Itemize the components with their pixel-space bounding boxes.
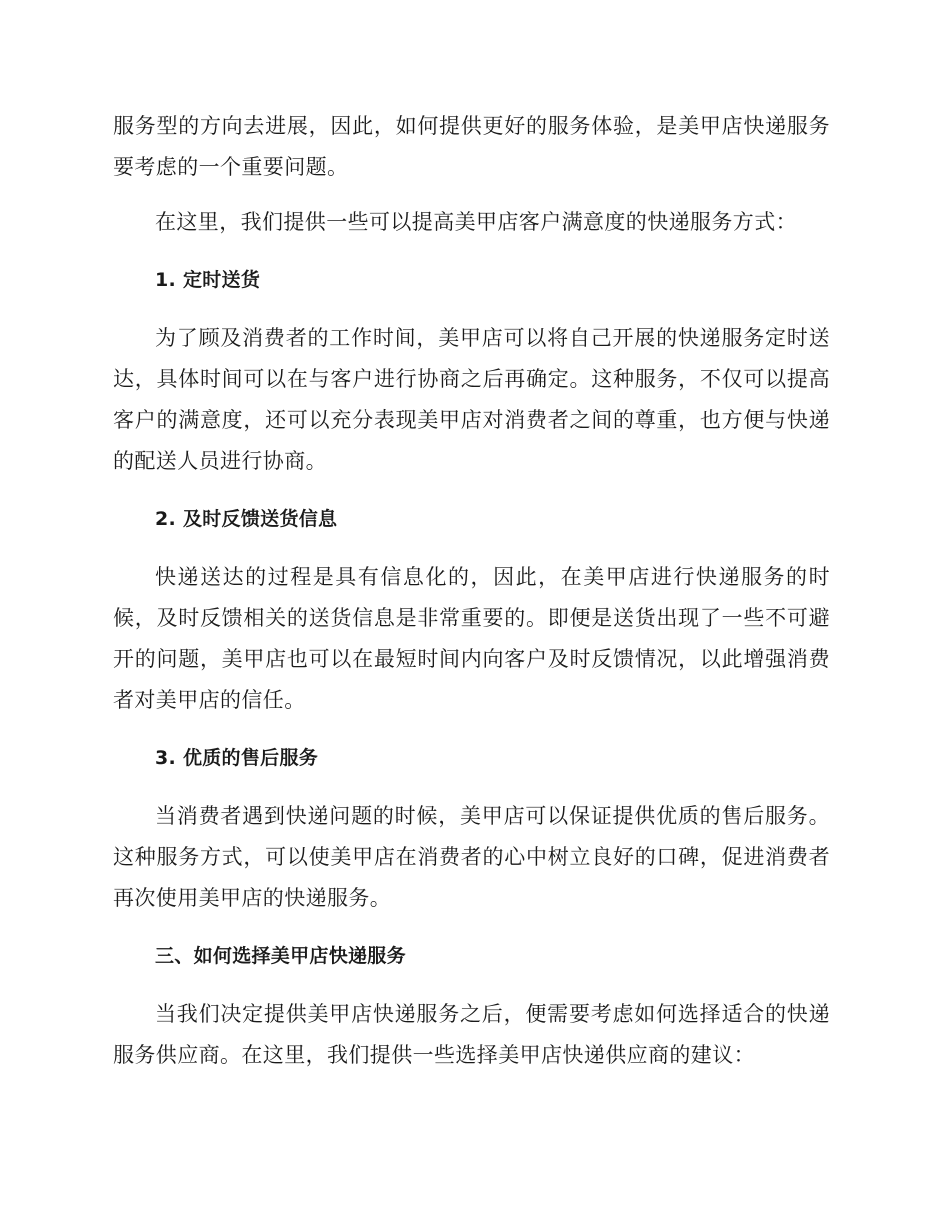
- section-heading-timely-feedback: 2. 及时反馈送货信息: [155, 508, 338, 530]
- section-body-choose-service: 当我们决定提供美甲店快递服务之后，便需要考虑如何选择适合的快递服务供应商。在这里，我们提供一些选择美甲店快递供应商的建议：: [113, 1002, 830, 1067]
- section-heading-scheduled-delivery: 1. 定时送货: [155, 269, 261, 291]
- document-page: [113, 106, 830, 1076]
- section-heading-after-sales: 3. 优质的售后服务: [155, 747, 319, 769]
- section-body-scheduled-delivery: 为了顾及消费者的工作时间，美甲店可以将自己开展的快递服务定时送达，具体时间可以在与客户进行协商之后再确定。这种服务，不仅可以提高客户的满意度，还可以充分表现美甲店对消费者之间的尊重，也方便与快递的配送人员进行协商。: [113, 326, 830, 473]
- section-heading-choose-service: 三、如何选择美甲店快递服务: [155, 945, 406, 967]
- intro-continuation-paragraph: 服务型的方向去进展，因此，如何提供更好的服务体验，是美甲店快递服务要考虑的一个重要问题。: [113, 114, 830, 179]
- section-body-timely-feedback: 快递送达的过程是具有信息化的，因此，在美甲店进行快递服务的时候，及时反馈相关的送货信息是非常重要的。即便是送货出现了一些不可避开的问题，美甲店也可以在最短时间内向客户及时反馈情况，以此增强消费者对美甲店的信任。: [113, 565, 830, 712]
- section-body-after-sales: 当消费者遇到快递问题的时候，美甲店可以保证提供优质的售后服务。这种服务方式，可以使美甲店在消费者的心中树立良好的口碑，促进消费者再次使用美甲店的快递服务。: [113, 804, 830, 910]
- intro-lead-paragraph: 在这里，我们提供一些可以提高美甲店客户满意度的快递服务方式：: [155, 210, 797, 234]
